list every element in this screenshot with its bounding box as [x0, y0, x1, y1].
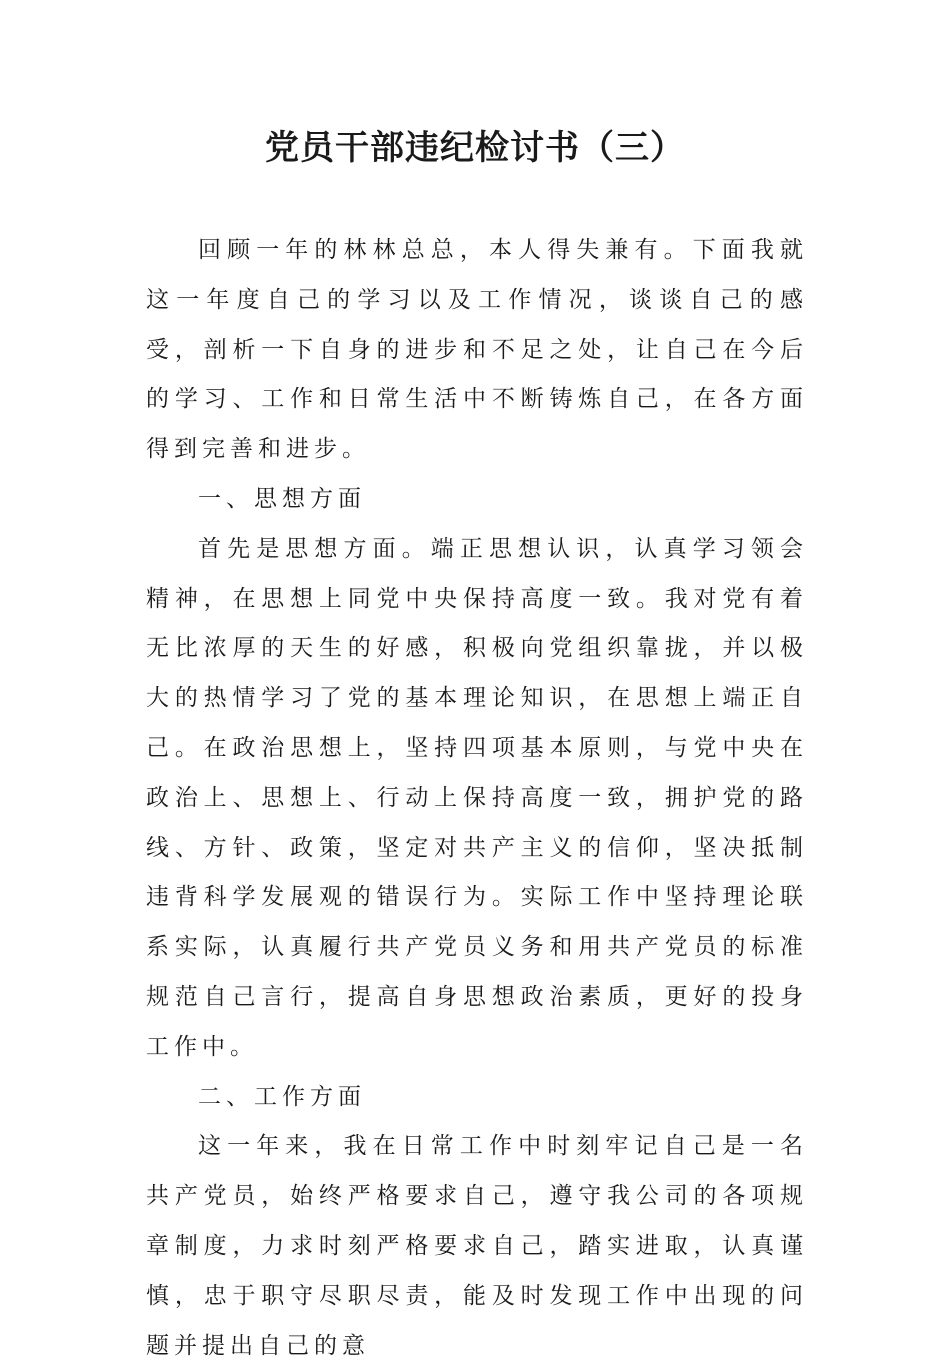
document-body	[146, 226, 808, 1371]
paragraph-intro: 回顾一年的林林总总，本人得失兼有。下面我就这一年度自己的学习以及工作情况，谈谈自己的感受，剖析一下自身的进步和不足之处，让自己在今后的学习、工作和日常生活中不断铸炼自己，在各方面得到完善和进步。	[146, 237, 808, 463]
paragraph-work: 这一年来，我在日常工作中时刻牢记自己是一名共产党员，始终严格要求自己，遵守我公司的各项规章制度，力求时刻严格要求自己，踏实进取，认真谨慎，忠于职守尽职尽责，能及时发现工作中出现的问题并提出自己的意	[146, 1133, 808, 1359]
section-heading-thought: 一、思想方面	[198, 485, 366, 512]
document-title: 党员干部违纪检讨书（三）	[265, 128, 685, 168]
section-heading-work: 二、工作方面	[198, 1083, 366, 1110]
paragraph-thought: 首先是思想方面。端正思想认识，认真学习领会精神，在思想上同党中央保持高度一致。我对党有着无比浓厚的天生的好感，积极向党组织靠拢，并以极大的热情学习了党的基本理论知识，在思想上端正自己。在政治思想上，坚持四项基本原则，与党中央在政治上、思想上、行动上保持高度一致，拥护党的路线、方针、政策，坚定对共产主义的信仰，坚决抵制违背科学发展观的错误行为。实际工作中坚持理论联系实际，认真履行共产党员义务和用共产党员的标准规范自己言行，提高自身思想政治素质，更好的投身工作中。	[146, 535, 808, 1060]
